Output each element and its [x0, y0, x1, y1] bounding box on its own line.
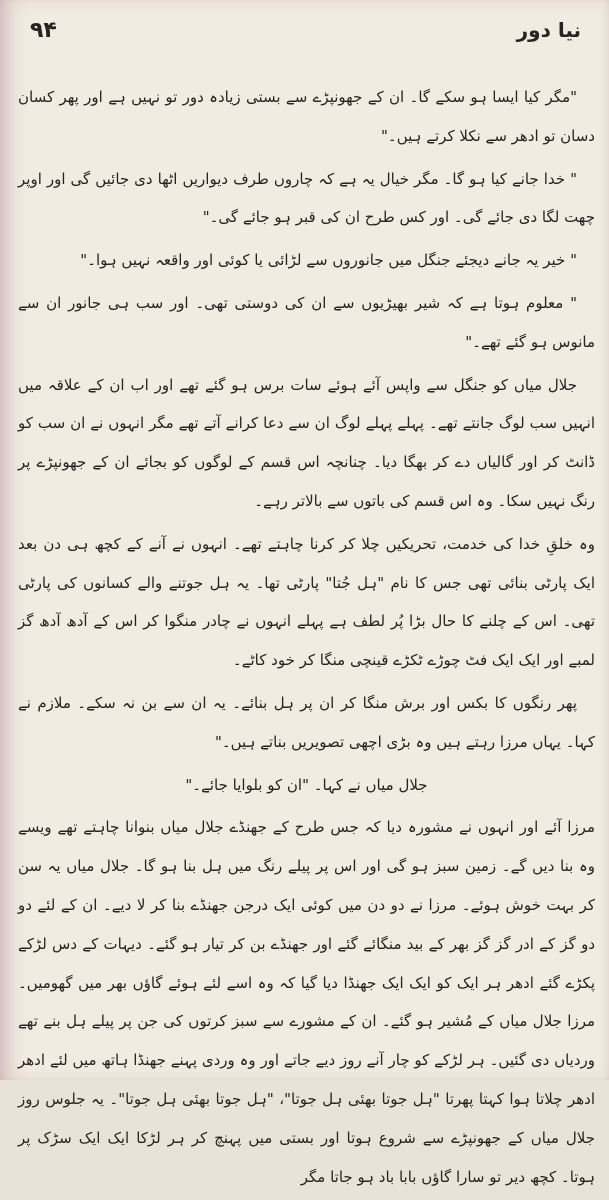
paragraph: " خدا جانے کیا ہو گا۔ مگر خیال یہ ہے کہ چاروں طرف دیواریں اٹھا دی جائیں گی اور اوپر چھت لگا دی جائے گی۔ اور کس طرح ان کی قبر ہو جائے گی۔" — [18, 169, 595, 227]
paragraph: " معلوم ہوتا ہے کہ شیر بھیڑیوں سے ان کی دوستی تھی۔ اور سب ہی جانور ان سے مانوس ہو گئے تھے۔" — [18, 293, 595, 351]
paragraph: مرزا آئے اور انہوں نے مشورہ دیا کہ جس طرح کے جھنڈے جلال میاں بنوانا چاہتے تھے ویسے وہ بنا دیں گے۔ زمین سبز ہو گی اور اس پر پیلے رنگ میں ہل بنا ہو گا۔ جلال میاں یہ سن کر بہت خوش ہوئے۔ مرزا نے دو دن میں کوئی ایک درجن جھنڈے بنا کر لا دیے۔ ان کے لئے دو دو گز کے ادر گز گز بھر کے بید منگائے گئے اور جھنڈے بن کر تیار ہو گئے۔ دیہات کے دس لڑکے پکڑے گئے ادھر ہر ایک کو ایک ایک جھنڈا دیا گیا کہ وہ اسے لئے ہوئے گاؤں بھر میں گھومیں۔ مرزا جلال میاں کے مُشیر ہو گئے۔ ان کے مشورے سے سبز کرتوں کی جن پر پیلے ہل بنے تھے وردیاں دی گئیں۔ ہر لڑکے کو چار آنے روز دیے جاتے اور وہ وردی پہنے جھنڈا ہاتھ میں لئے ادھر ادھر چلاتا ہوا کہتا پھرتا "ہل جوتا بھئی ہل جوتا"، "ہل جوتا بھئی ہل جوتا"۔ یہ جلوس روز جلال میاں کے جھونپڑے سے شروع ہوتا اور بستی میں پہنچ کر ہر لڑکا ایک ایک سڑک پر ہوتا۔ کچھ دیر تو سارا گاؤں بابا باد ہو جاتا مگر — [18, 818, 595, 1186]
paragraph: وہ خلقِ خدا کی خدمت، تحریکیں چلا کر کرنا چاہتے تھے۔ انہوں نے آنے کے کچھ ہی دن بعد ایک پارٹی بنائی تھی جس کا نام "ہل جُتا" پارٹی تھا۔ یہ ہل جوتنے والے کسانوں کی پارٹی تھی۔ اس کے چلنے کا حال بڑا پُر لطف ہے پہلے انہوں نے چادر منگوا کر اس کے آدھ آدھ گز لمبے اور ایک ایک فٹ چوڑے ٹکڑے قینچی منگا کر خود کاٹے۔ — [18, 534, 595, 670]
paragraph: جلال میاں نے کہا۔ "ان کو بلوایا جائے۔" — [185, 775, 428, 794]
body-text — [18, 78, 595, 1200]
page-header — [30, 18, 581, 52]
paragraph: " خیر یہ جانے دیجئے جنگل میں جانوروں سے لڑائی یا کوئی اور واقعہ نہیں ہوا۔" — [80, 251, 577, 270]
page-number: ۹۴ — [30, 18, 57, 43]
paragraph: جلال میاں کو جنگل سے واپس آئے ہوئے سات برس ہو گئے تھے اور اب ان کے علاقہ میں انہیں سب لوگ جانتے تھے۔ پہلے پہلے لوگ ان سے دعا کرانے آتے تھے مگر انہوں نے ان سب کو ڈانٹ کر اور گالیاں دے کر بھگا دیا۔ چنانچہ اس قسم کے لوگوں کو بجائے ان کے جھونپڑے پر رنگ نہیں سکا۔ وہ اس قسم کی باتوں سے بالاتر رہے۔ — [18, 375, 595, 510]
running-head: نیا دور — [516, 18, 581, 42]
paragraph: پھر رنگوں کا بکس اور برش منگا کر ان پر ہل بنائے۔ یہ ان سے بن نہ سکے۔ ملازم نے کہا۔ یہاں مرزا رہتے ہیں وہ بڑی اچھی تصویریں بناتے ہیں۔" — [18, 693, 595, 751]
paragraph: "مگر کیا ایسا ہو سکے گا۔ ان کے جھونپڑے سے بستی زیادہ دور تو نہیں ہے اور پھر کسان دسان تو ادھر سے نکلا کرتے ہیں۔" — [18, 88, 595, 145]
